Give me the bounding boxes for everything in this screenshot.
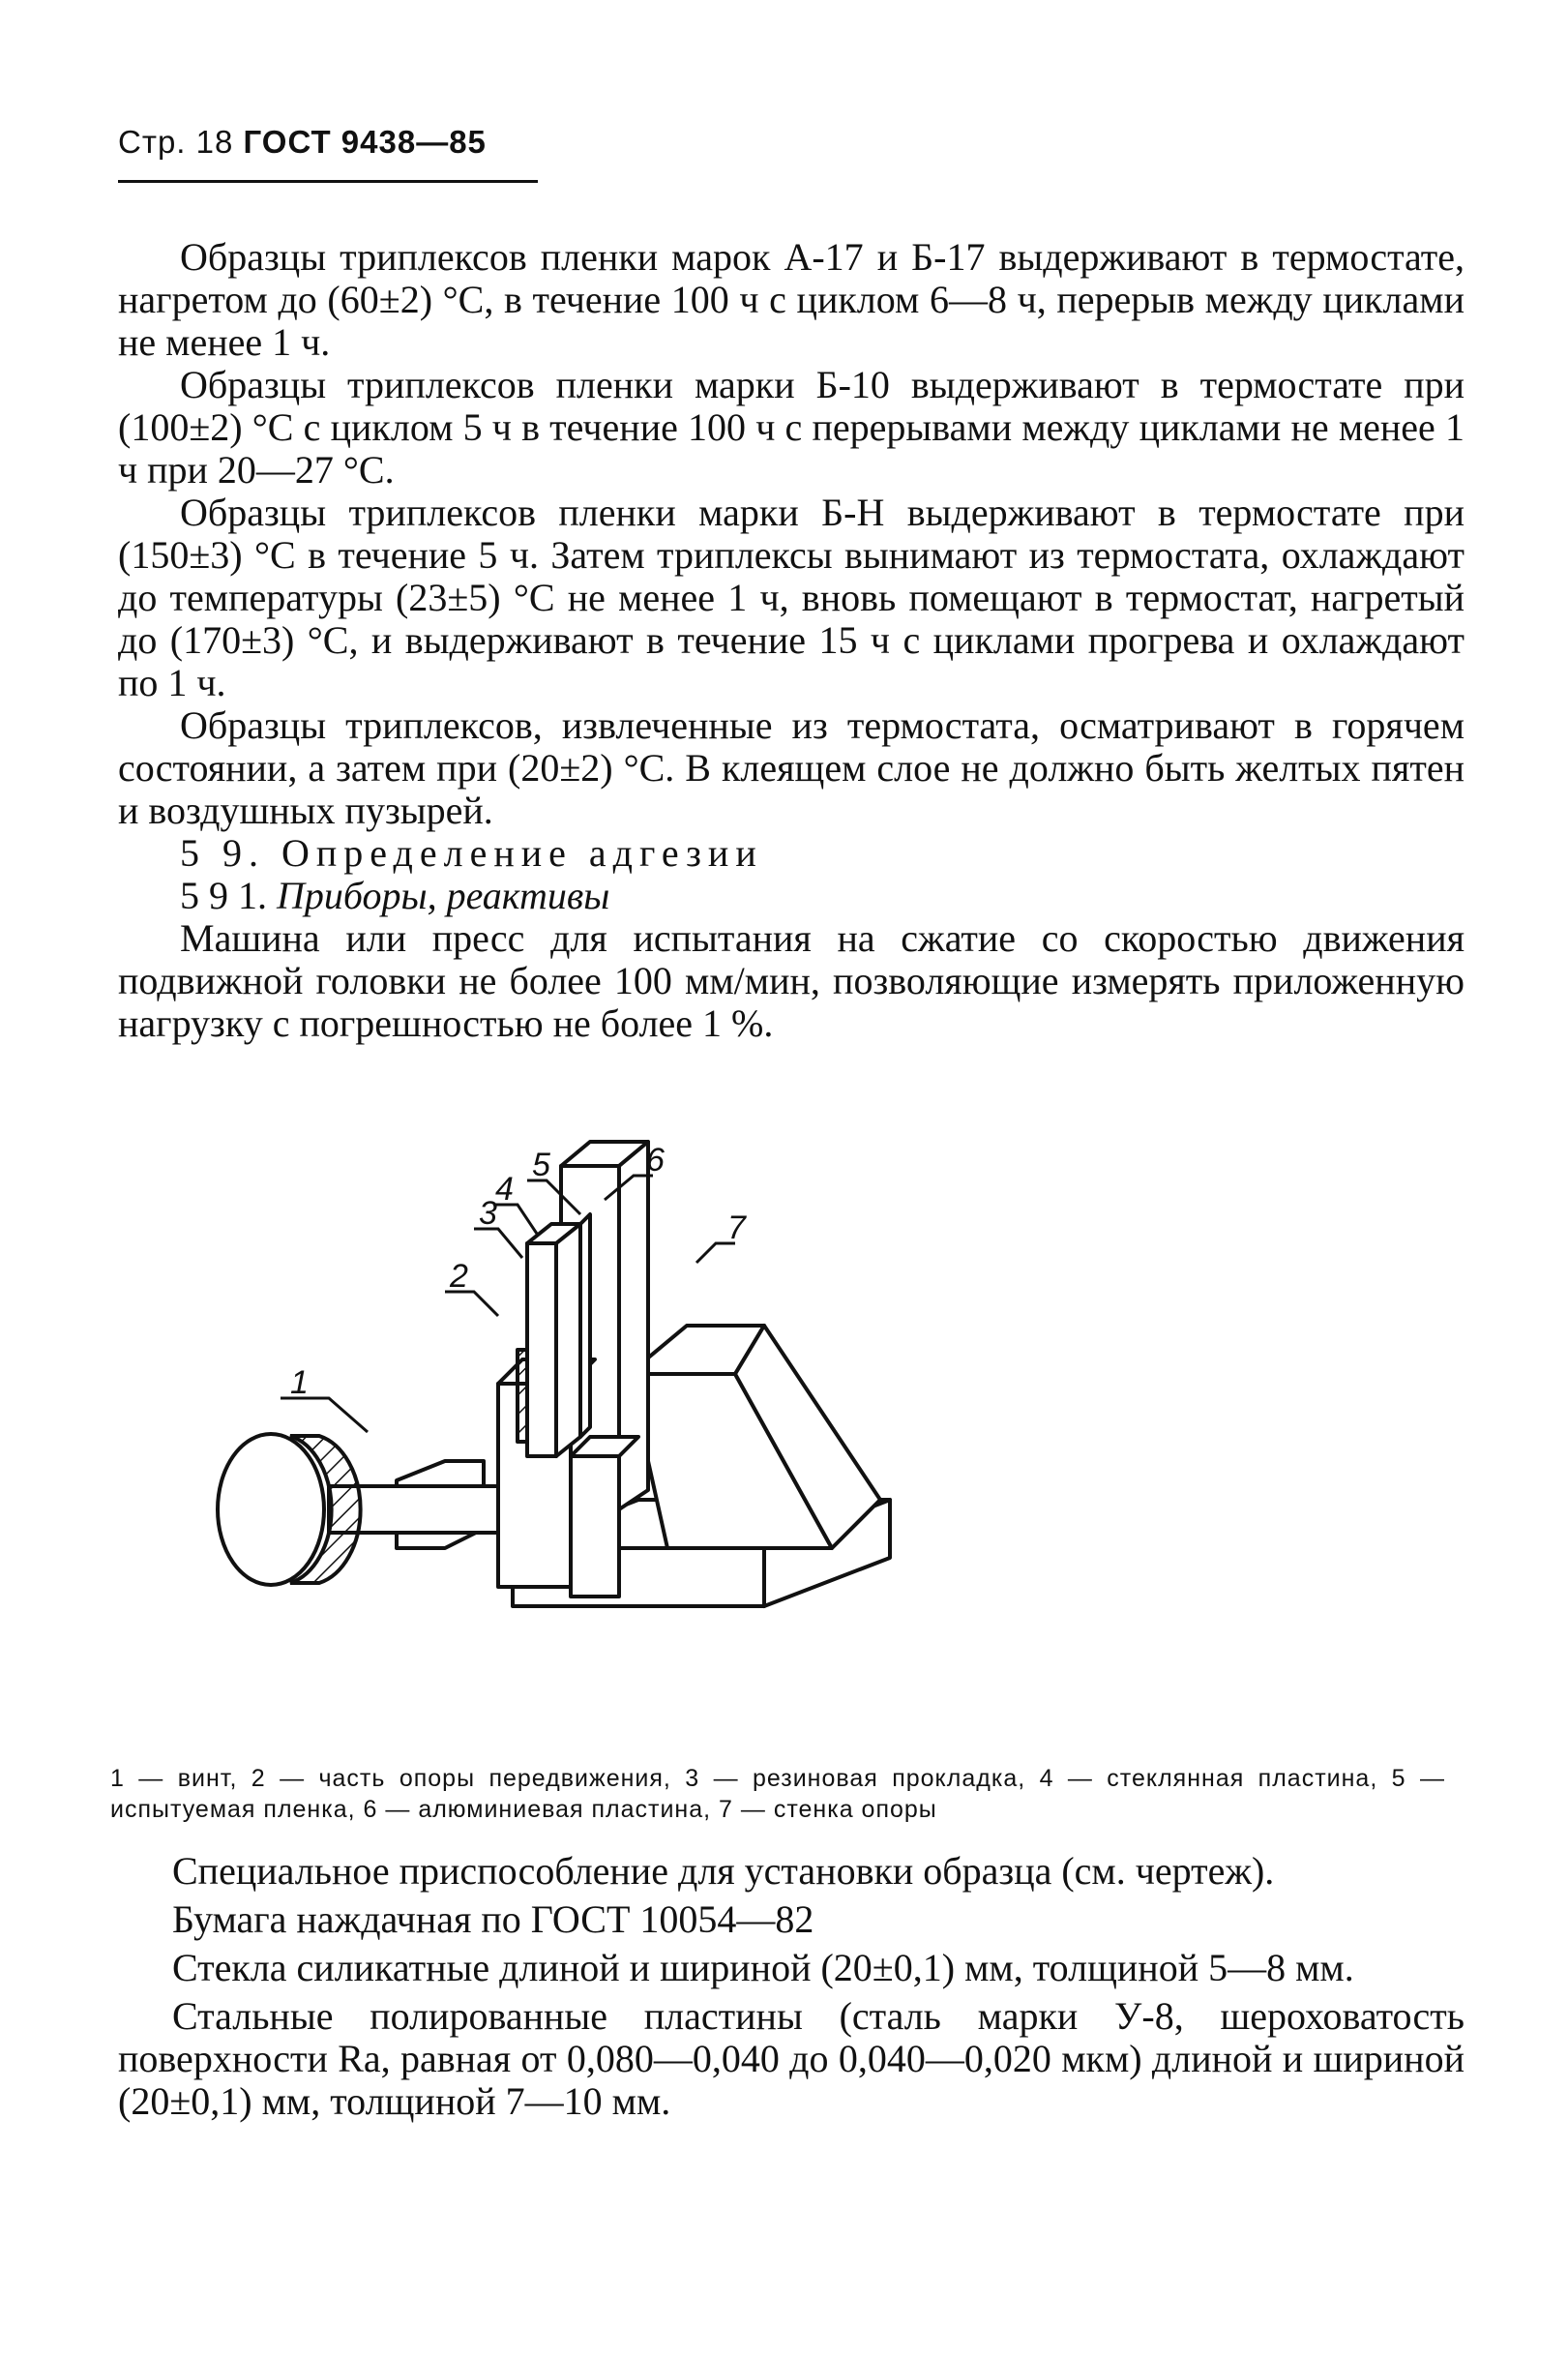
support-front-block [571, 1456, 619, 1597]
label-7: 7 [727, 1209, 746, 1246]
standard-number: ГОСТ 9438—85 [243, 124, 487, 160]
glass-plate [527, 1243, 556, 1456]
section-title: Определение адгезии [281, 831, 763, 875]
header-divider [118, 180, 538, 183]
paragraph: Стекла силикатные длиной и шириной (20±0,1) мм, толщиной 5—8 мм. [172, 1946, 1354, 1989]
label-6: 6 [646, 1142, 665, 1179]
paragraph: Машина или пресс для испытания на сжатие со скоростью движения подвижной головки не более 100 мм/мин, позволяющие измерять приложенную нагрузку с погрешностью не более 1 %. [118, 916, 1464, 1045]
figure-caption: 1 — винт, 2 — часть опоры передвижения, 3 — резиновая прокладка, 4 — стеклянная пластина, 5 — испытуемая пленка, 6 — алюминиевая пластина, 7 — стенка опоры [110, 1765, 1445, 1823]
subsection-number: 5 9 1. [180, 874, 267, 917]
subsection-title: Приборы, реактивы [277, 874, 610, 917]
paragraph: Образцы триплексов пленки марки Б-10 выдерживают в термостате при (100±2) °С с циклом 5 ч в течение 100 ч с перерывами между циклами не менее 1 ч при 20—27 °С. [118, 363, 1464, 492]
paragraph: Специальное приспособление для установки образца (см. чертеж). [172, 1849, 1275, 1893]
label-5: 5 [532, 1147, 550, 1183]
paragraph: Стальные полированные пластины (сталь марки У-8, шероховатость поверхности Ra, равная от 0,080—0,040 до 0,040—0,020 мкм) длиной и шириной (20±0,1) мм, толщиной 7—10 мм. [118, 1994, 1464, 2123]
page-number: Стр. 18 [118, 124, 234, 160]
fixture-drawing-svg [290, 1122, 1238, 1742]
label-1: 1 [290, 1364, 309, 1401]
label-2: 2 [450, 1258, 468, 1295]
paragraph: Образцы триплексов пленки марки Б-Н выдерживают в термостате при (150±3) °С в течение 5 ч. Затем триплексы вынимают из термостата, охлаждают до температуры (23±5) °С не менее 1 ч, вновь помещают в термостат, нагретый до (170±3) °С, и выдерживают в течение 15 ч с циклами прогрева и охлаждают по 1 ч. [118, 491, 1464, 704]
fixture-drawing [290, 1122, 1238, 1742]
main-text-top [118, 236, 1464, 1045]
test-film [580, 1214, 590, 1437]
paragraph: Бумага наждачная по ГОСТ 10054—82 [172, 1897, 814, 1941]
main-text-bottom [118, 1850, 1464, 2129]
rubber-pad [518, 1350, 527, 1442]
paragraph: Образцы триплексов пленки марок А-17 и Б-17 выдерживают в термостате, нагретом до (60±2) °С, в течение 100 ч с циклом 6—8 ч, перерыв между циклами не менее 1 ч. [118, 235, 1464, 364]
subsection-heading [118, 875, 1464, 917]
page-header [118, 124, 487, 161]
section-heading [118, 832, 1464, 875]
paragraph: Образцы триплексов, извлеченные из термостата, осматривают в горячем состоянии, а затем при (20±2) °С. В клеящем слое не должно быть желтых пятен и воздушных пузырей. [118, 703, 1464, 832]
label-3: 3 [479, 1195, 497, 1232]
glass-plate-side [556, 1224, 580, 1456]
section-number: 5 9. [180, 831, 265, 875]
screw [218, 1434, 361, 1585]
label-4: 4 [495, 1171, 514, 1208]
